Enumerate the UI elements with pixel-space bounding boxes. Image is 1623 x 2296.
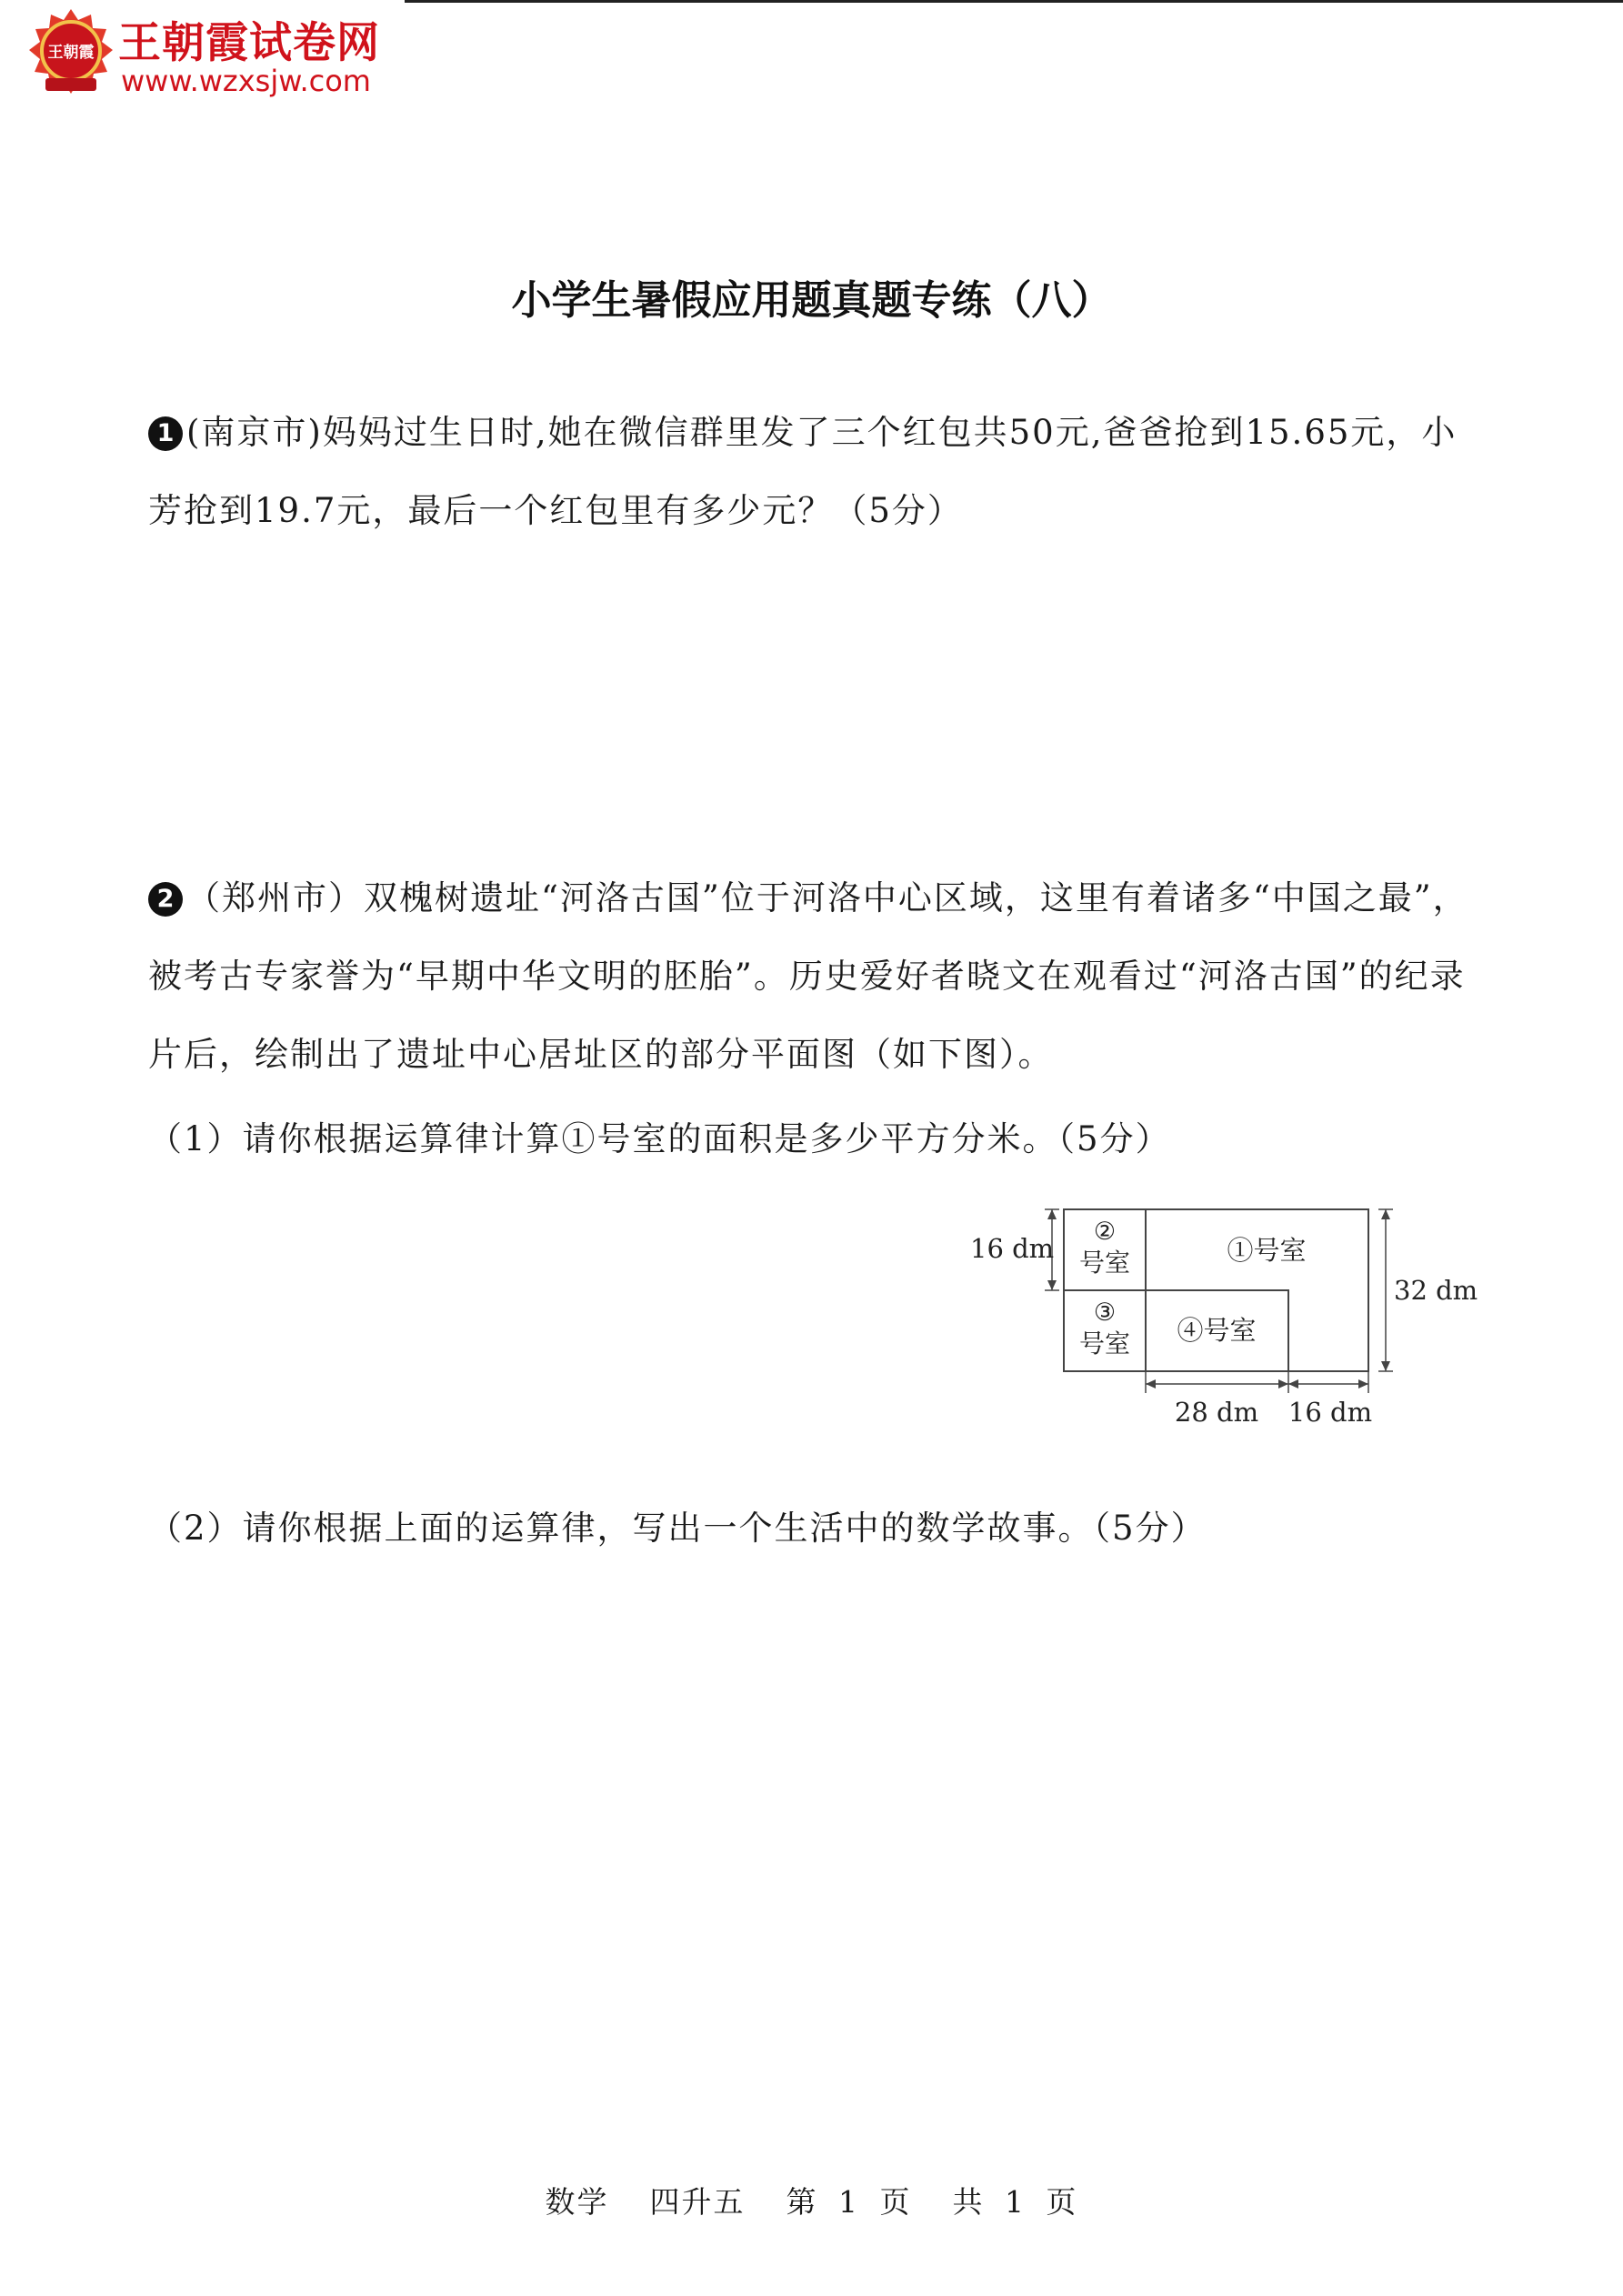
top-rule bbox=[405, 0, 1623, 3]
room-4-label: ④号室 bbox=[1177, 1315, 1257, 1346]
question-2-number: 2 bbox=[148, 882, 183, 917]
floor-plan-diagram bbox=[959, 1191, 1478, 1440]
logo-text: 王朝霞 bbox=[47, 44, 95, 62]
dimension-left: 16 dm bbox=[970, 1233, 1055, 1264]
dimension-bottom-right: 16 dm bbox=[1287, 1397, 1373, 1428]
brand-url[interactable]: www.wzxsjw.com bbox=[121, 64, 371, 98]
question-2-text: （郑州市）双槐树遗址“河洛古国”位于河洛中心区域，这里有着诸多“中国之最”，被考古专家誉为“早期中华文明的胚胎”。历史爱好者晓文在观看过“河洛古国”的纪录片后，绘制出了遗址中心居址区的部分平面图（如下图）。 bbox=[148, 878, 1468, 1074]
room-1-label: ①号室 bbox=[1227, 1235, 1307, 1266]
room-2-label: 号室 bbox=[1078, 1248, 1131, 1278]
question-2 bbox=[148, 859, 1485, 1094]
room-3-number: ③ bbox=[1093, 1298, 1117, 1327]
room-3-label: 号室 bbox=[1078, 1328, 1131, 1359]
dimension-right: 32 dm bbox=[1394, 1275, 1478, 1306]
brand-logo-icon bbox=[25, 7, 116, 98]
question-1 bbox=[148, 394, 1485, 550]
dimension-bottom-left: 28 dm bbox=[1174, 1397, 1259, 1428]
question-1-text: (南京市)妈妈过生日时,她在微信群里发了三个红包共50元,爸爸抢到15.65元，小芳抢到19.7元，最后一个红包里有多少元？（5分） bbox=[148, 413, 1458, 530]
question-2-part-1: （1）请你根据运算律计算①号室的面积是多少平方分米。（5分） bbox=[148, 1119, 1171, 1158]
question-2-part-2: （2）请你根据上面的运算律，写出一个生活中的数学故事。（5分） bbox=[148, 1509, 1207, 1548]
brand-name: 王朝霞试卷网 bbox=[118, 18, 380, 68]
question-1-number: 1 bbox=[148, 416, 183, 451]
room-2-number: ② bbox=[1093, 1218, 1117, 1246]
page-footer: 数学 四升五 第 1 页 共 1 页 bbox=[545, 2184, 1078, 2220]
page-title: 小学生暑假应用题真题专练（八） bbox=[511, 277, 1112, 324]
